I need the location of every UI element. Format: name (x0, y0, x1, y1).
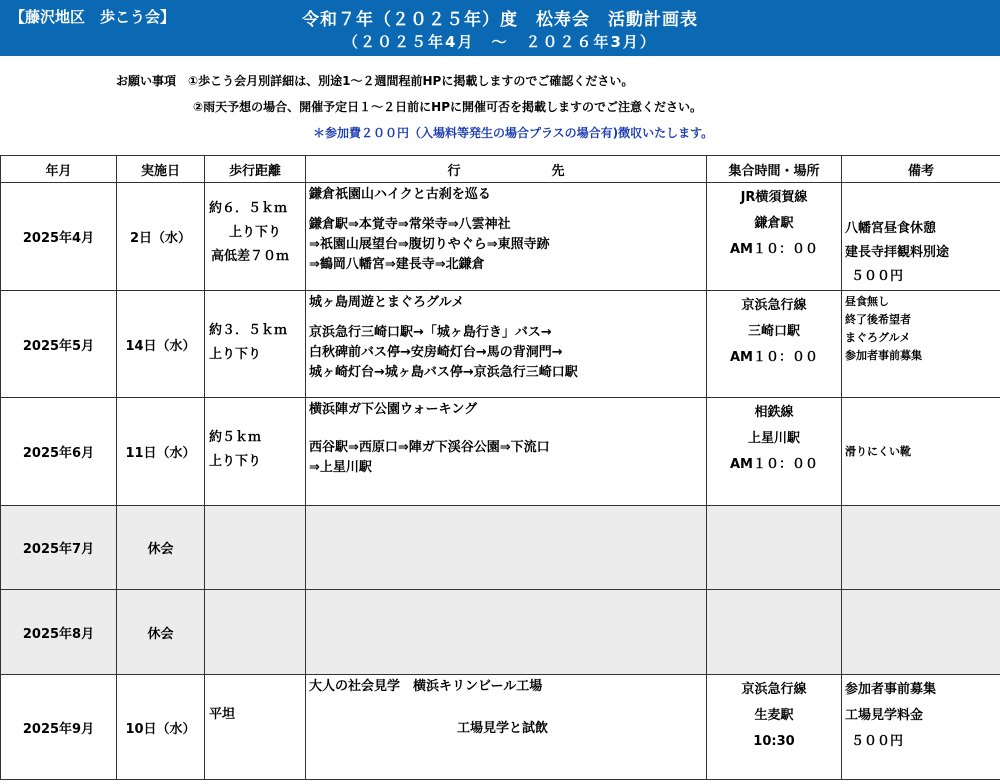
row-month: 2025年6月 (1, 398, 117, 506)
route-line: 城ヶ崎灯台→城ヶ島バス停→京浜急行三崎口駅 (309, 365, 578, 380)
distance-line: 高低差７０ｍ (211, 249, 290, 264)
row-destination (306, 590, 707, 675)
page-title: 令和７年（２０２５年）度 松寿会 活動計画表 (302, 10, 698, 30)
row-month: 2025年9月 (1, 675, 117, 780)
organization-name: 【藤沢地区 歩こう会】 (10, 8, 176, 26)
row-meeting (707, 675, 842, 780)
note-line-1: お願い事項 ①歩こう会月別詳細は、別途1～２週間程前HPに掲載しますのでご確認ください。 (116, 74, 634, 88)
row-distance (205, 398, 306, 506)
meeting-line: 上星川駅 (747, 431, 800, 446)
row-notes (842, 590, 1000, 675)
table-row (1, 675, 1000, 780)
meeting-line: AM１０：００ (730, 350, 818, 365)
row-meeting (707, 183, 842, 291)
column-header-meeting: 集合時間・場所 (707, 156, 842, 183)
table-row (1, 183, 1000, 291)
meeting-line: JR横須賀線 (740, 190, 808, 205)
meeting-line: 10:30 (753, 734, 795, 749)
meeting-line: 生麦駅 (754, 708, 794, 723)
distance-line: 約６．５ｋｍ (209, 201, 288, 216)
note-line: まぐろグルメ (845, 331, 911, 344)
row-month: 2025年4月 (1, 183, 117, 291)
distance-line: 平坦 (209, 707, 236, 722)
meeting-line: 相鉄線 (754, 405, 794, 420)
distance-line: 上り下り (209, 454, 262, 469)
table-row (1, 291, 1000, 398)
row-meeting (707, 398, 842, 506)
row-distance (205, 506, 306, 590)
distance-line: 約３．５ｋｍ (209, 323, 288, 338)
note-line: ５００円 (851, 269, 904, 284)
table-header-row (1, 156, 1000, 183)
route-line: 白秋碑前バス停→安房崎灯台→馬の背洞門→ (309, 345, 563, 360)
request-notes (0, 56, 1000, 152)
table-row (1, 398, 1000, 506)
note-line: 工場見学料金 (845, 708, 924, 723)
meeting-line: 鎌倉駅 (754, 216, 794, 231)
meeting-line: AM１０：００ (730, 242, 818, 257)
row-meeting (707, 291, 842, 398)
row-distance (205, 590, 306, 675)
note-line: 滑りにくい靴 (845, 444, 911, 458)
title-banner (0, 0, 1000, 56)
distance-line: 約５ｋｍ (209, 430, 262, 445)
meeting-line: 京浜急行線 (741, 298, 807, 313)
row-meeting (707, 506, 842, 590)
column-header-distance: 歩行距離 (205, 156, 306, 183)
column-header-destination: 行 先 (306, 156, 707, 183)
destination-title: 横浜陣ガ下公園ウォーキング (309, 402, 478, 417)
row-destination (306, 183, 707, 291)
activity-schedule-table (0, 155, 1000, 780)
note-line-2: ②雨天予想の場合、開催予定日１～２日前にHPに開催可否を掲載しますのでご注意ください。 (193, 100, 703, 114)
note-line: 八幡宮昼食休憩 (845, 221, 937, 236)
meeting-line: 京浜急行線 (741, 682, 807, 697)
note-line: 建長寺拝観料別途 (845, 245, 950, 260)
note-line: 昼食無し (845, 295, 889, 308)
route-line: 鎌倉駅⇒本覚寺⇒常栄寺⇒八雲神社 (309, 217, 511, 232)
row-distance (205, 183, 306, 291)
meeting-line: 三崎口駅 (747, 324, 800, 339)
route-line: 西谷駅⇒西原口⇒陣ガ下渓谷公園⇒下流口 (309, 440, 550, 455)
row-destination (306, 398, 707, 506)
route-line: ⇒鶴岡八幡宮⇒建長寺⇒北鎌倉 (309, 257, 485, 272)
plan-period: （２０２５年4月 ～ ２０２６年3月） (343, 33, 657, 51)
note-fee: ＊参加費２００円（入場料等発生の場合プラスの場合有)徴収いたします。 (313, 126, 714, 140)
row-destination (306, 506, 707, 590)
table-row (1, 590, 1000, 675)
row-date: 10日（水） (117, 675, 205, 780)
route-line: ⇒祇園山展望台⇒腹切りやぐら⇒東照寺跡 (309, 237, 550, 252)
distance-line: 上り下り (209, 347, 262, 362)
destination-subtitle: 工場見学と試飲 (457, 721, 549, 736)
row-notes (842, 183, 1000, 291)
row-distance (205, 291, 306, 398)
row-destination (306, 291, 707, 398)
column-header-month: 年月 (1, 156, 117, 183)
note-line: 終了後希望者 (845, 313, 911, 326)
row-notes (842, 675, 1000, 780)
route-line: ⇒上星川駅 (309, 460, 372, 475)
destination-title: 鎌倉祇園山ハイクと古刹を巡る (309, 187, 491, 202)
row-destination (306, 675, 707, 780)
distance-line: 上り下り (229, 225, 282, 240)
destination-title: 大人の社会見学 横浜キリンビール工場 (309, 679, 543, 694)
row-notes (842, 398, 1000, 506)
row-month: 2025年7月 (1, 506, 117, 590)
row-date: 休会 (117, 590, 205, 675)
row-month: 2025年8月 (1, 590, 117, 675)
column-header-notes: 備考 (842, 156, 1000, 183)
row-date: 11日（水） (117, 398, 205, 506)
note-line: 参加者事前募集 (845, 349, 922, 362)
table-row (1, 506, 1000, 590)
note-line: ５００円 (851, 734, 904, 749)
row-notes (842, 506, 1000, 590)
note-line: 参加者事前募集 (845, 682, 937, 697)
row-date: 休会 (117, 506, 205, 590)
row-date: 2日（水） (117, 183, 205, 291)
row-date: 14日（水） (117, 291, 205, 398)
row-meeting (707, 590, 842, 675)
row-distance (205, 675, 306, 780)
meeting-line: AM１０：００ (730, 457, 818, 472)
destination-title: 城ヶ島周遊とまぐろグルメ (309, 295, 465, 310)
row-month: 2025年5月 (1, 291, 117, 398)
row-notes (842, 291, 1000, 398)
column-header-date: 実施日 (117, 156, 205, 183)
route-line: 京浜急行三崎口駅→「城ヶ島行き」バス→ (309, 325, 552, 340)
